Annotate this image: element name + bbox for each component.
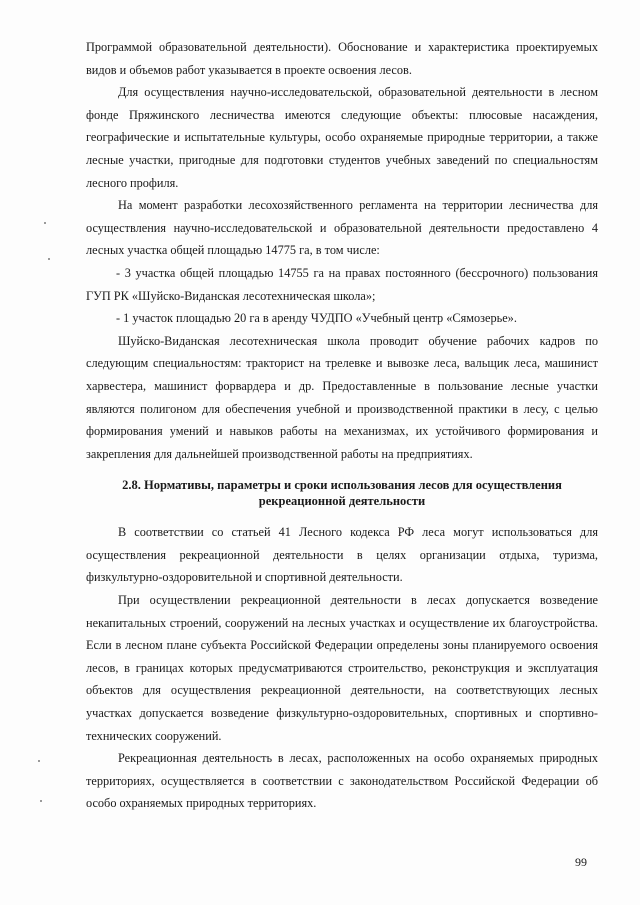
scan-speck <box>40 800 42 802</box>
list-item-permanent-use: - 3 участка общей площадью 14755 га на правах постоянного (бессрочного) пользования ГУП РК «Шуйско-Виданская лесотехническая школа»; <box>86 265 598 303</box>
list-item-lease: - 1 участок площадью 20 га в аренду ЧУДПО «Учебный центр «Сямозерье». <box>116 311 517 326</box>
section-heading: 2.8. Нормативы, параметры и сроки использования лесов для осуществления рекреационной деятельности <box>122 478 562 509</box>
paragraph-non-capital-structures: При осуществлении рекреационной деятельности в лесах допускается возведение некапитальных строений, сооружений на лесных участках и осуществление их благоустройства. Если в лесном плане субъекта Российской Федерации определены зоны планируемого освоения лесов, в границах которых предусматриваются строительство, реконструкция и эксплуатация объектов для осуществления рекреационной деятельности, на соответствующих лесных участках допускается возведение физкультурно-оздоровительных, спортивных и спортивно-технических сооружений. <box>86 593 598 743</box>
paragraph-article-41: В соответствии со статьей 41 Лесного кодекса РФ леса могут использоваться для осуществления рекреационной деятельности в целях организации отдыха, туризма, физкультурно-оздоровительной и спортивной деятельности. <box>86 525 598 585</box>
paragraph-protected-territories: Рекреационная деятельность в лесах, расположенных на особо охраняемых природных территориях, осуществляется в соответствии с законодательством Российской Федерации об особо охраняемых природных территориях. <box>86 751 598 811</box>
paragraph-continuation: Программой образовательной деятельности). Обоснование и характеристика проектируемых видов и объемов работ указывается в проекте освоения лесов. <box>86 40 598 77</box>
spacer <box>86 509 598 521</box>
spacer <box>86 465 598 477</box>
scan-speck <box>44 222 46 224</box>
paragraph-plots-provided: На момент разработки лесохозяйственного регламента на территории лесничества для осуществления научно-исследовательской и образовательной деятельности предоставлено 4 лесных участка общей площадью 14775 га, в том числе: <box>86 198 598 258</box>
scan-speck <box>38 760 40 762</box>
paragraph-forestry-school: Шуйско-Виданская лесотехническая школа проводит обучение рабочих кадров по следующим специальностям: тракторист на трелевке и вывозке леса, вальщик леса, машинист харвестера, машинист форвардера и др. Предоставленные в пользование лесные участки являются полигоном для обеспечения учебной и производственной практики в лесу, с целью формирования умений и навыков работы на механизмах, их устойчивого формирования и закрепления для дальнейшей производственной работы на предприятиях. <box>86 333 598 461</box>
scan-speck <box>48 258 50 260</box>
page-content <box>86 36 598 815</box>
page-number: 99 <box>575 855 587 869</box>
paragraph-research-objects: Для осуществления научно-исследовательской, образовательной деятельности в лесном фонде Пряжинского лесничества имеются следующие объекты: плюсовые насаждения, географические и испытательные культуры, особо охраняемые природные территории, а также лесные участки, пригодные для подготовки студентов учебных заведений по специальностям лесного профиля. <box>86 85 598 190</box>
